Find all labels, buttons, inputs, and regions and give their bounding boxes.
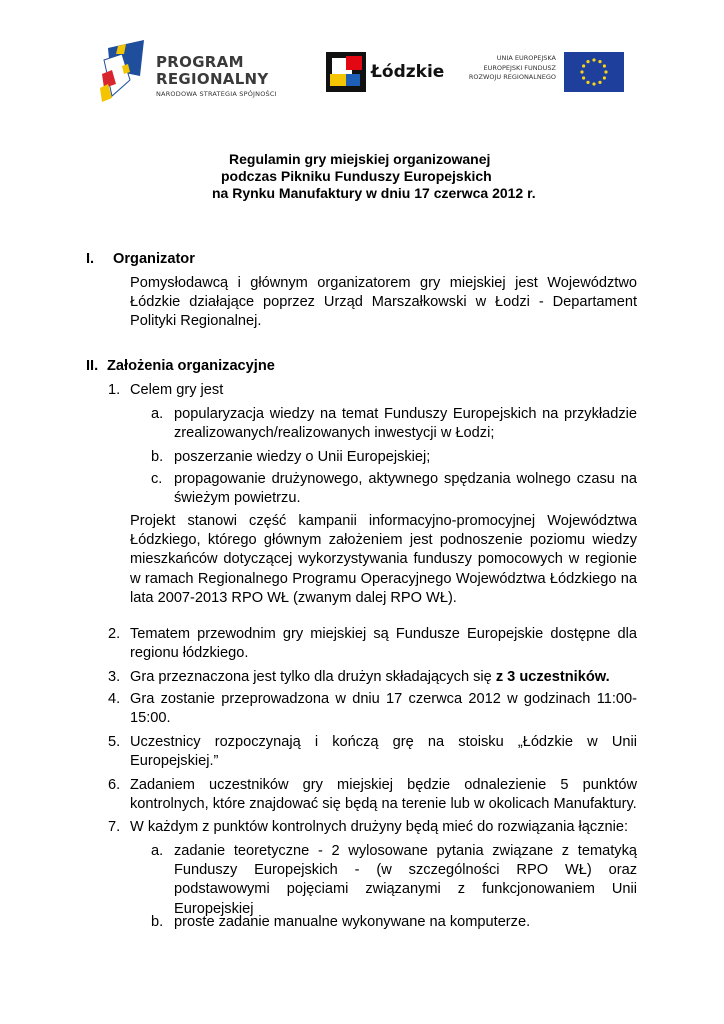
lodzkie-logo-text: Łódzkie [371,62,445,82]
list-item-number: 2. [108,626,121,642]
sub-item-letter: a. [151,406,164,422]
eu-caption-line2: EUROPEJSKI FUNDUSZ [483,63,556,72]
sub-item-letter: c. [151,471,163,487]
project-paragraph: Projekt stanowi część kampanii informacyjno-promocyjnej Województwa Łódzkiego, którego głównym założeniem jest podnoszenie poziomu wiedzy mieszkańców dotyczącej wykorzystywania funduszy pomocowych w regionie w ramach Regionalnego Programu Operacyjnego Województwa Łódzkiego na lata 2007-2013 RPO WŁ (zwanym dalej RPO WŁ). [130,513,637,606]
eu-caption-line1: UNIA EUROPEJSKA [496,54,556,62]
list-item-text-regular: Gra przeznaczona jest tylko dla drużyn składających się [130,669,496,685]
list-item-number: 1. [108,382,121,398]
list-item-number: 3. [108,669,121,685]
program-regionalny-emblem-icon [100,40,148,102]
section-1-number: I. [86,251,95,267]
list-item-number: 6. [108,777,121,793]
program-logo-line1: PROGRAM [156,53,244,71]
section-2-heading: Założenia organizacyjne [107,358,275,374]
list-item-text: Uczestnicy rozpoczynają i kończą grę na stoisku „Łódzkie w Unii Europejskiej.” [130,734,637,770]
list-item-number: 7. [108,819,121,835]
sub-item-text: propagowanie drużynowego, aktywnego spędzania wolnego czasu na świeżym powietrzu. [174,471,637,507]
list-item-text [130,668,610,687]
list-item-text: W każdym z punktów kontrolnych drużyny będą mieć do rozwiązania łącznie: [130,819,629,835]
lodzkie-logo [326,52,446,94]
title-line1: Regulamin gry miejskiej organizowanej [229,151,491,167]
program-logo-line2: REGIONALNY [156,70,269,88]
sub-item-letter: b. [151,449,164,465]
sub-item-letter: b. [151,914,164,930]
eu-flag-icon [564,52,624,92]
list-item-number: 5. [108,734,121,750]
title-line2: podczas Pikniku Funduszy Europejskich [221,168,492,184]
lodzkie-emblem-icon [326,52,366,92]
list-item-text-bold: z 3 uczestników. [495,669,610,685]
program-regionalny-logo [100,40,300,106]
program-logo-subtitle: NARODOWA STRATEGIA SPÓJNOŚCI [156,90,277,98]
eu-caption-line3: ROZWOJU REGIONALNEGO [468,73,556,81]
list-item-text: Zadaniem uczestników gry miejskiej będzie odnalezienie 5 punktów kontrolnych, które znajdować się będą na terenie lub w okolicach Manufaktury. [130,777,637,813]
list-item-text: Gra zostanie przeprowadzona w dniu 17 czerwca 2012 w godzinach 11:00-15:00. [130,691,637,727]
sub-item-text: proste zadanie manualne wykonywane na komputerze. [174,914,531,930]
eu-fund-caption [460,54,556,83]
header-logos [0,38,724,110]
section-2-number: II. [86,358,99,374]
list-item-number: 4. [108,691,121,707]
sub-item-text: popularyzacja wiedzy na temat Funduszy Europejskich na przykładzie zrealizowanych/realizowanych inwestycji w Łodzi; [174,406,637,442]
section-1-heading: Organizator [113,251,195,267]
sub-item-letter: a. [151,843,164,859]
title-line3: na Rynku Manufaktury w dniu 17 czerwca 2012 r. [212,185,536,201]
section-1-body: Pomysłodawcą i głównym organizatorem gry miejskiej jest Województwo Łódzkie działające poprzez Urząd Marszałkowski w Łodzi - Departament Polityki Regionalnej. [130,275,637,330]
list-item-text: Celem gry jest [130,382,224,398]
sub-item-text: poszerzanie wiedzy o Unii Europejskiej; [174,449,431,465]
list-item-text: Tematem przewodnim gry miejskiej są Fundusze Europejskie dostępne dla regionu łódzkiego. [130,626,637,662]
sub-item-text: zadanie teoretyczne - 2 wylosowane pytania związane z tematyką Funduszy Europejskich - (w szczególności RPO WŁ) oraz podstawowymi pojęciami związanymi z funkcjonowaniem Unii Europejskiej [174,843,637,917]
